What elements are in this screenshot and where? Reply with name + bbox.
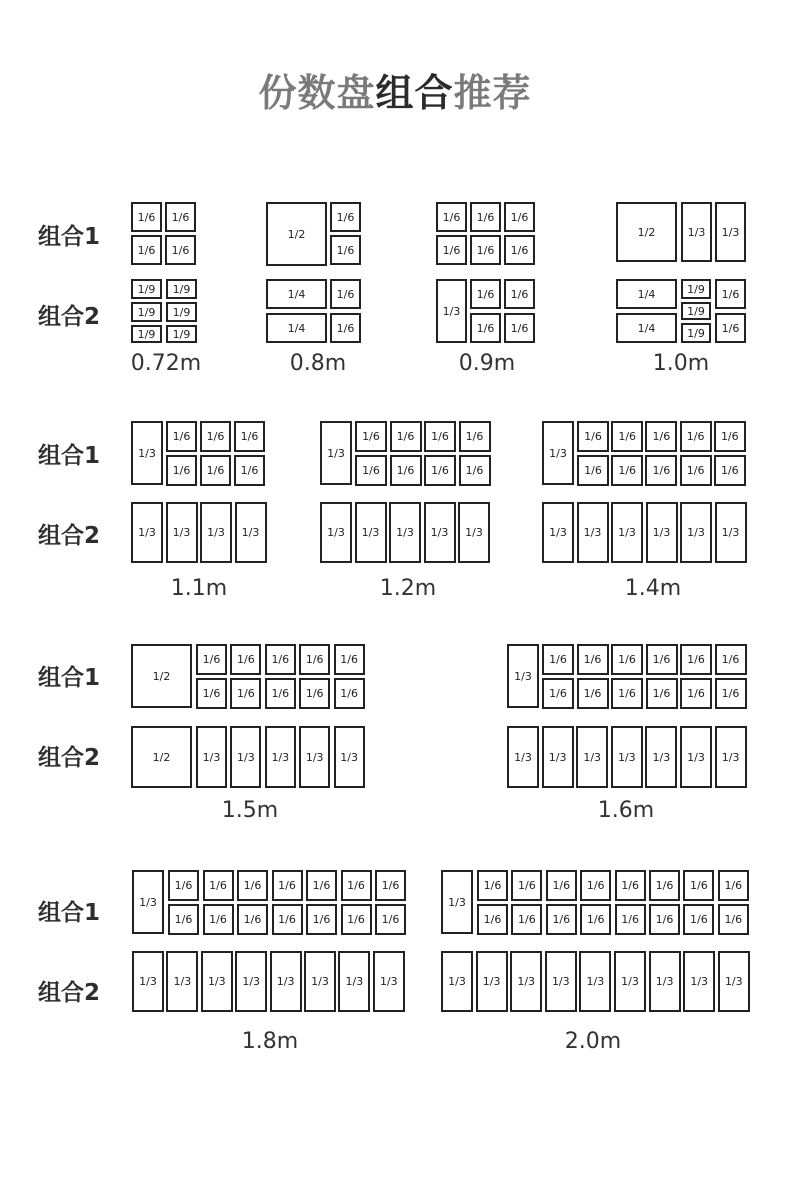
size-label-1.0m: 1.0m	[652, 351, 710, 376]
pan-1-6: 1/6	[375, 904, 406, 935]
pan-1-4: 1/4	[616, 279, 677, 309]
pan-1-6: 1/6	[459, 455, 491, 486]
pan-1-4: 1/4	[616, 313, 677, 343]
pan-1-2: 1/2	[616, 202, 677, 262]
pan-1-6: 1/6	[203, 870, 234, 901]
row-label-combo1: 组合1	[38, 900, 101, 926]
pan-1-6: 1/6	[330, 279, 361, 309]
pan-1-6: 1/6	[166, 455, 197, 486]
pan-1-6: 1/6	[646, 678, 678, 709]
pan-1-6: 1/6	[683, 904, 714, 935]
pan-1-3: 1/3	[201, 951, 233, 1012]
pan-1-3: 1/3	[649, 951, 681, 1012]
pan-1-6: 1/6	[646, 644, 678, 675]
pan-1-6: 1/6	[265, 644, 296, 675]
pan-1-3: 1/3	[715, 202, 746, 262]
pan-1-6: 1/6	[203, 904, 234, 935]
title-part-3: 推荐	[453, 71, 532, 115]
pan-1-9: 1/9	[131, 279, 162, 299]
pan-1-3: 1/3	[424, 502, 456, 563]
pan-1-6: 1/6	[718, 904, 749, 935]
pan-1-6: 1/6	[436, 235, 467, 265]
pan-1-3: 1/3	[131, 421, 163, 485]
pan-1-2: 1/2	[266, 202, 327, 266]
pan-1-6: 1/6	[645, 421, 677, 452]
size-label-0.72m: 0.72m	[130, 351, 202, 376]
pan-1-6: 1/6	[477, 870, 508, 901]
pan-1-3: 1/3	[542, 726, 574, 788]
pan-1-3: 1/3	[718, 951, 750, 1012]
pan-1-3: 1/3	[715, 502, 747, 563]
pan-1-6: 1/6	[196, 678, 227, 709]
pan-1-6: 1/6	[577, 644, 609, 675]
pan-1-6: 1/6	[237, 870, 268, 901]
pan-1-3: 1/3	[235, 951, 267, 1012]
pan-1-6: 1/6	[230, 678, 261, 709]
pan-1-6: 1/6	[577, 455, 609, 486]
pan-1-4: 1/4	[266, 313, 327, 343]
pan-1-6: 1/6	[390, 455, 422, 486]
pan-1-6: 1/6	[424, 421, 456, 452]
pan-1-6: 1/6	[546, 904, 577, 935]
pan-1-3: 1/3	[132, 870, 164, 934]
pan-1-3: 1/3	[230, 726, 261, 788]
pan-1-4: 1/4	[266, 279, 327, 309]
pan-1-6: 1/6	[470, 235, 501, 265]
pan-1-3: 1/3	[542, 421, 574, 485]
pan-1-3: 1/3	[683, 951, 715, 1012]
size-label-1.5m: 1.5m	[221, 798, 279, 823]
size-label-1.4m: 1.4m	[624, 576, 682, 601]
pan-1-6: 1/6	[341, 870, 372, 901]
pan-1-6: 1/6	[715, 644, 747, 675]
pan-1-6: 1/6	[272, 904, 303, 935]
pan-1-3: 1/3	[441, 870, 473, 934]
pan-1-6: 1/6	[470, 279, 501, 309]
pan-1-6: 1/6	[299, 644, 330, 675]
pan-1-6: 1/6	[375, 870, 406, 901]
pan-1-6: 1/6	[330, 313, 361, 343]
pan-1-6: 1/6	[714, 421, 746, 452]
pan-1-6: 1/6	[470, 202, 501, 232]
row-label-combo2: 组合2	[38, 523, 101, 549]
pan-1-3: 1/3	[373, 951, 405, 1012]
pan-1-3: 1/3	[614, 951, 646, 1012]
pan-1-6: 1/6	[355, 455, 387, 486]
pan-1-3: 1/3	[334, 726, 365, 788]
pan-1-3: 1/3	[680, 502, 712, 563]
pan-1-6: 1/6	[580, 870, 611, 901]
pan-1-6: 1/6	[580, 904, 611, 935]
pan-1-3: 1/3	[507, 644, 539, 708]
pan-1-6: 1/6	[237, 904, 268, 935]
pan-1-6: 1/6	[504, 235, 535, 265]
pan-1-3: 1/3	[355, 502, 387, 563]
pan-1-3: 1/3	[611, 726, 643, 788]
pan-1-2: 1/2	[131, 644, 192, 708]
pan-1-6: 1/6	[306, 904, 337, 935]
pan-1-3: 1/3	[681, 202, 712, 262]
pan-1-6: 1/6	[718, 870, 749, 901]
pan-1-6: 1/6	[168, 904, 199, 935]
pan-1-6: 1/6	[436, 202, 467, 232]
pan-1-3: 1/3	[166, 502, 198, 563]
pan-1-3: 1/3	[196, 726, 227, 788]
pan-1-2: 1/2	[131, 726, 192, 788]
pan-1-3: 1/3	[338, 951, 370, 1012]
pan-1-3: 1/3	[235, 502, 267, 563]
pan-1-6: 1/6	[200, 455, 231, 486]
pan-1-3: 1/3	[458, 502, 490, 563]
pan-1-6: 1/6	[615, 904, 646, 935]
pan-1-3: 1/3	[545, 951, 577, 1012]
pan-1-6: 1/6	[546, 870, 577, 901]
pan-1-6: 1/6	[504, 202, 535, 232]
pan-1-6: 1/6	[542, 678, 574, 709]
pan-1-6: 1/6	[341, 904, 372, 935]
pan-1-6: 1/6	[200, 421, 231, 452]
pan-1-9: 1/9	[131, 302, 162, 322]
size-label-1.8m: 1.8m	[241, 1029, 299, 1054]
pan-1-3: 1/3	[436, 279, 467, 343]
pan-1-6: 1/6	[272, 870, 303, 901]
pan-1-6: 1/6	[299, 678, 330, 709]
title-part-2: 组合	[375, 71, 454, 115]
row-label-combo2: 组合2	[38, 745, 101, 771]
pan-1-6: 1/6	[715, 313, 746, 343]
pan-1-6: 1/6	[355, 421, 387, 452]
pan-1-6: 1/6	[265, 678, 296, 709]
pan-1-3: 1/3	[611, 502, 643, 563]
pan-1-6: 1/6	[330, 235, 361, 265]
size-label-2.0m: 2.0m	[564, 1029, 622, 1054]
pan-1-3: 1/3	[645, 726, 677, 788]
pan-1-6: 1/6	[577, 678, 609, 709]
pan-1-6: 1/6	[680, 644, 712, 675]
size-label-1.6m: 1.6m	[597, 798, 655, 823]
size-label-1.2m: 1.2m	[379, 576, 437, 601]
pan-1-6: 1/6	[477, 904, 508, 935]
pan-1-3: 1/3	[680, 726, 712, 788]
pan-1-6: 1/6	[390, 421, 422, 452]
pan-1-6: 1/6	[680, 421, 712, 452]
pan-1-3: 1/3	[320, 502, 352, 563]
pan-1-6: 1/6	[680, 455, 712, 486]
pan-1-3: 1/3	[441, 951, 473, 1012]
pan-1-6: 1/6	[165, 202, 196, 232]
pan-1-6: 1/6	[645, 455, 677, 486]
pan-1-9: 1/9	[681, 279, 711, 299]
pan-1-3: 1/3	[389, 502, 421, 563]
pan-1-6: 1/6	[504, 279, 535, 309]
pan-1-3: 1/3	[510, 951, 542, 1012]
pan-1-6: 1/6	[577, 421, 609, 452]
pan-1-6: 1/6	[165, 235, 196, 265]
pan-1-6: 1/6	[511, 904, 542, 935]
pan-1-6: 1/6	[330, 202, 361, 232]
pan-1-6: 1/6	[166, 421, 197, 452]
pan-1-6: 1/6	[504, 313, 535, 343]
pan-1-3: 1/3	[576, 726, 608, 788]
pan-1-6: 1/6	[611, 678, 643, 709]
pan-1-3: 1/3	[265, 726, 296, 788]
pan-1-6: 1/6	[511, 870, 542, 901]
row-label-combo2: 组合2	[38, 304, 101, 330]
pan-1-9: 1/9	[131, 325, 162, 343]
row-label-combo2: 组合2	[38, 980, 101, 1006]
pan-1-3: 1/3	[166, 951, 198, 1012]
pan-1-6: 1/6	[306, 870, 337, 901]
pan-1-9: 1/9	[681, 302, 711, 320]
pan-1-6: 1/6	[611, 455, 643, 486]
pan-1-3: 1/3	[304, 951, 336, 1012]
row-label-combo1: 组合1	[38, 443, 101, 469]
pan-1-6: 1/6	[680, 678, 712, 709]
pan-1-6: 1/6	[715, 279, 746, 309]
pan-1-3: 1/3	[270, 951, 302, 1012]
pan-1-6: 1/6	[196, 644, 227, 675]
pan-1-6: 1/6	[230, 644, 261, 675]
pan-1-3: 1/3	[320, 421, 352, 485]
pan-1-3: 1/3	[131, 502, 163, 563]
pan-1-6: 1/6	[334, 678, 365, 709]
pan-1-3: 1/3	[579, 951, 611, 1012]
pan-1-3: 1/3	[715, 726, 747, 788]
pan-1-6: 1/6	[649, 904, 680, 935]
size-label-1.1m: 1.1m	[170, 576, 228, 601]
pan-1-6: 1/6	[234, 421, 265, 452]
pan-1-6: 1/6	[424, 455, 456, 486]
pan-1-6: 1/6	[611, 421, 643, 452]
pan-1-6: 1/6	[459, 421, 491, 452]
pan-1-6: 1/6	[611, 644, 643, 675]
pan-1-6: 1/6	[334, 644, 365, 675]
pan-1-3: 1/3	[542, 502, 574, 563]
pan-1-6: 1/6	[470, 313, 501, 343]
pan-1-6: 1/6	[131, 202, 162, 232]
size-label-0.8m: 0.8m	[289, 351, 347, 376]
pan-1-6: 1/6	[234, 455, 265, 486]
pan-1-6: 1/6	[715, 678, 747, 709]
row-label-combo1: 组合1	[38, 224, 101, 250]
pan-1-9: 1/9	[166, 279, 197, 299]
size-label-0.9m: 0.9m	[458, 351, 516, 376]
title-part-1: 份数盘	[258, 71, 376, 115]
pan-1-9: 1/9	[681, 323, 711, 343]
pan-1-6: 1/6	[131, 235, 162, 265]
pan-1-6: 1/6	[714, 455, 746, 486]
pan-1-9: 1/9	[166, 325, 197, 343]
pan-1-3: 1/3	[476, 951, 508, 1012]
pan-1-6: 1/6	[649, 870, 680, 901]
row-label-combo1: 组合1	[38, 665, 101, 691]
pan-1-6: 1/6	[168, 870, 199, 901]
pan-1-3: 1/3	[646, 502, 678, 563]
pan-1-6: 1/6	[683, 870, 714, 901]
pan-1-9: 1/9	[166, 302, 197, 322]
pan-1-6: 1/6	[615, 870, 646, 901]
pan-1-3: 1/3	[200, 502, 232, 563]
pan-1-3: 1/3	[299, 726, 330, 788]
pan-1-6: 1/6	[542, 644, 574, 675]
pan-1-3: 1/3	[132, 951, 164, 1012]
pan-1-3: 1/3	[577, 502, 609, 563]
pan-1-3: 1/3	[507, 726, 539, 788]
